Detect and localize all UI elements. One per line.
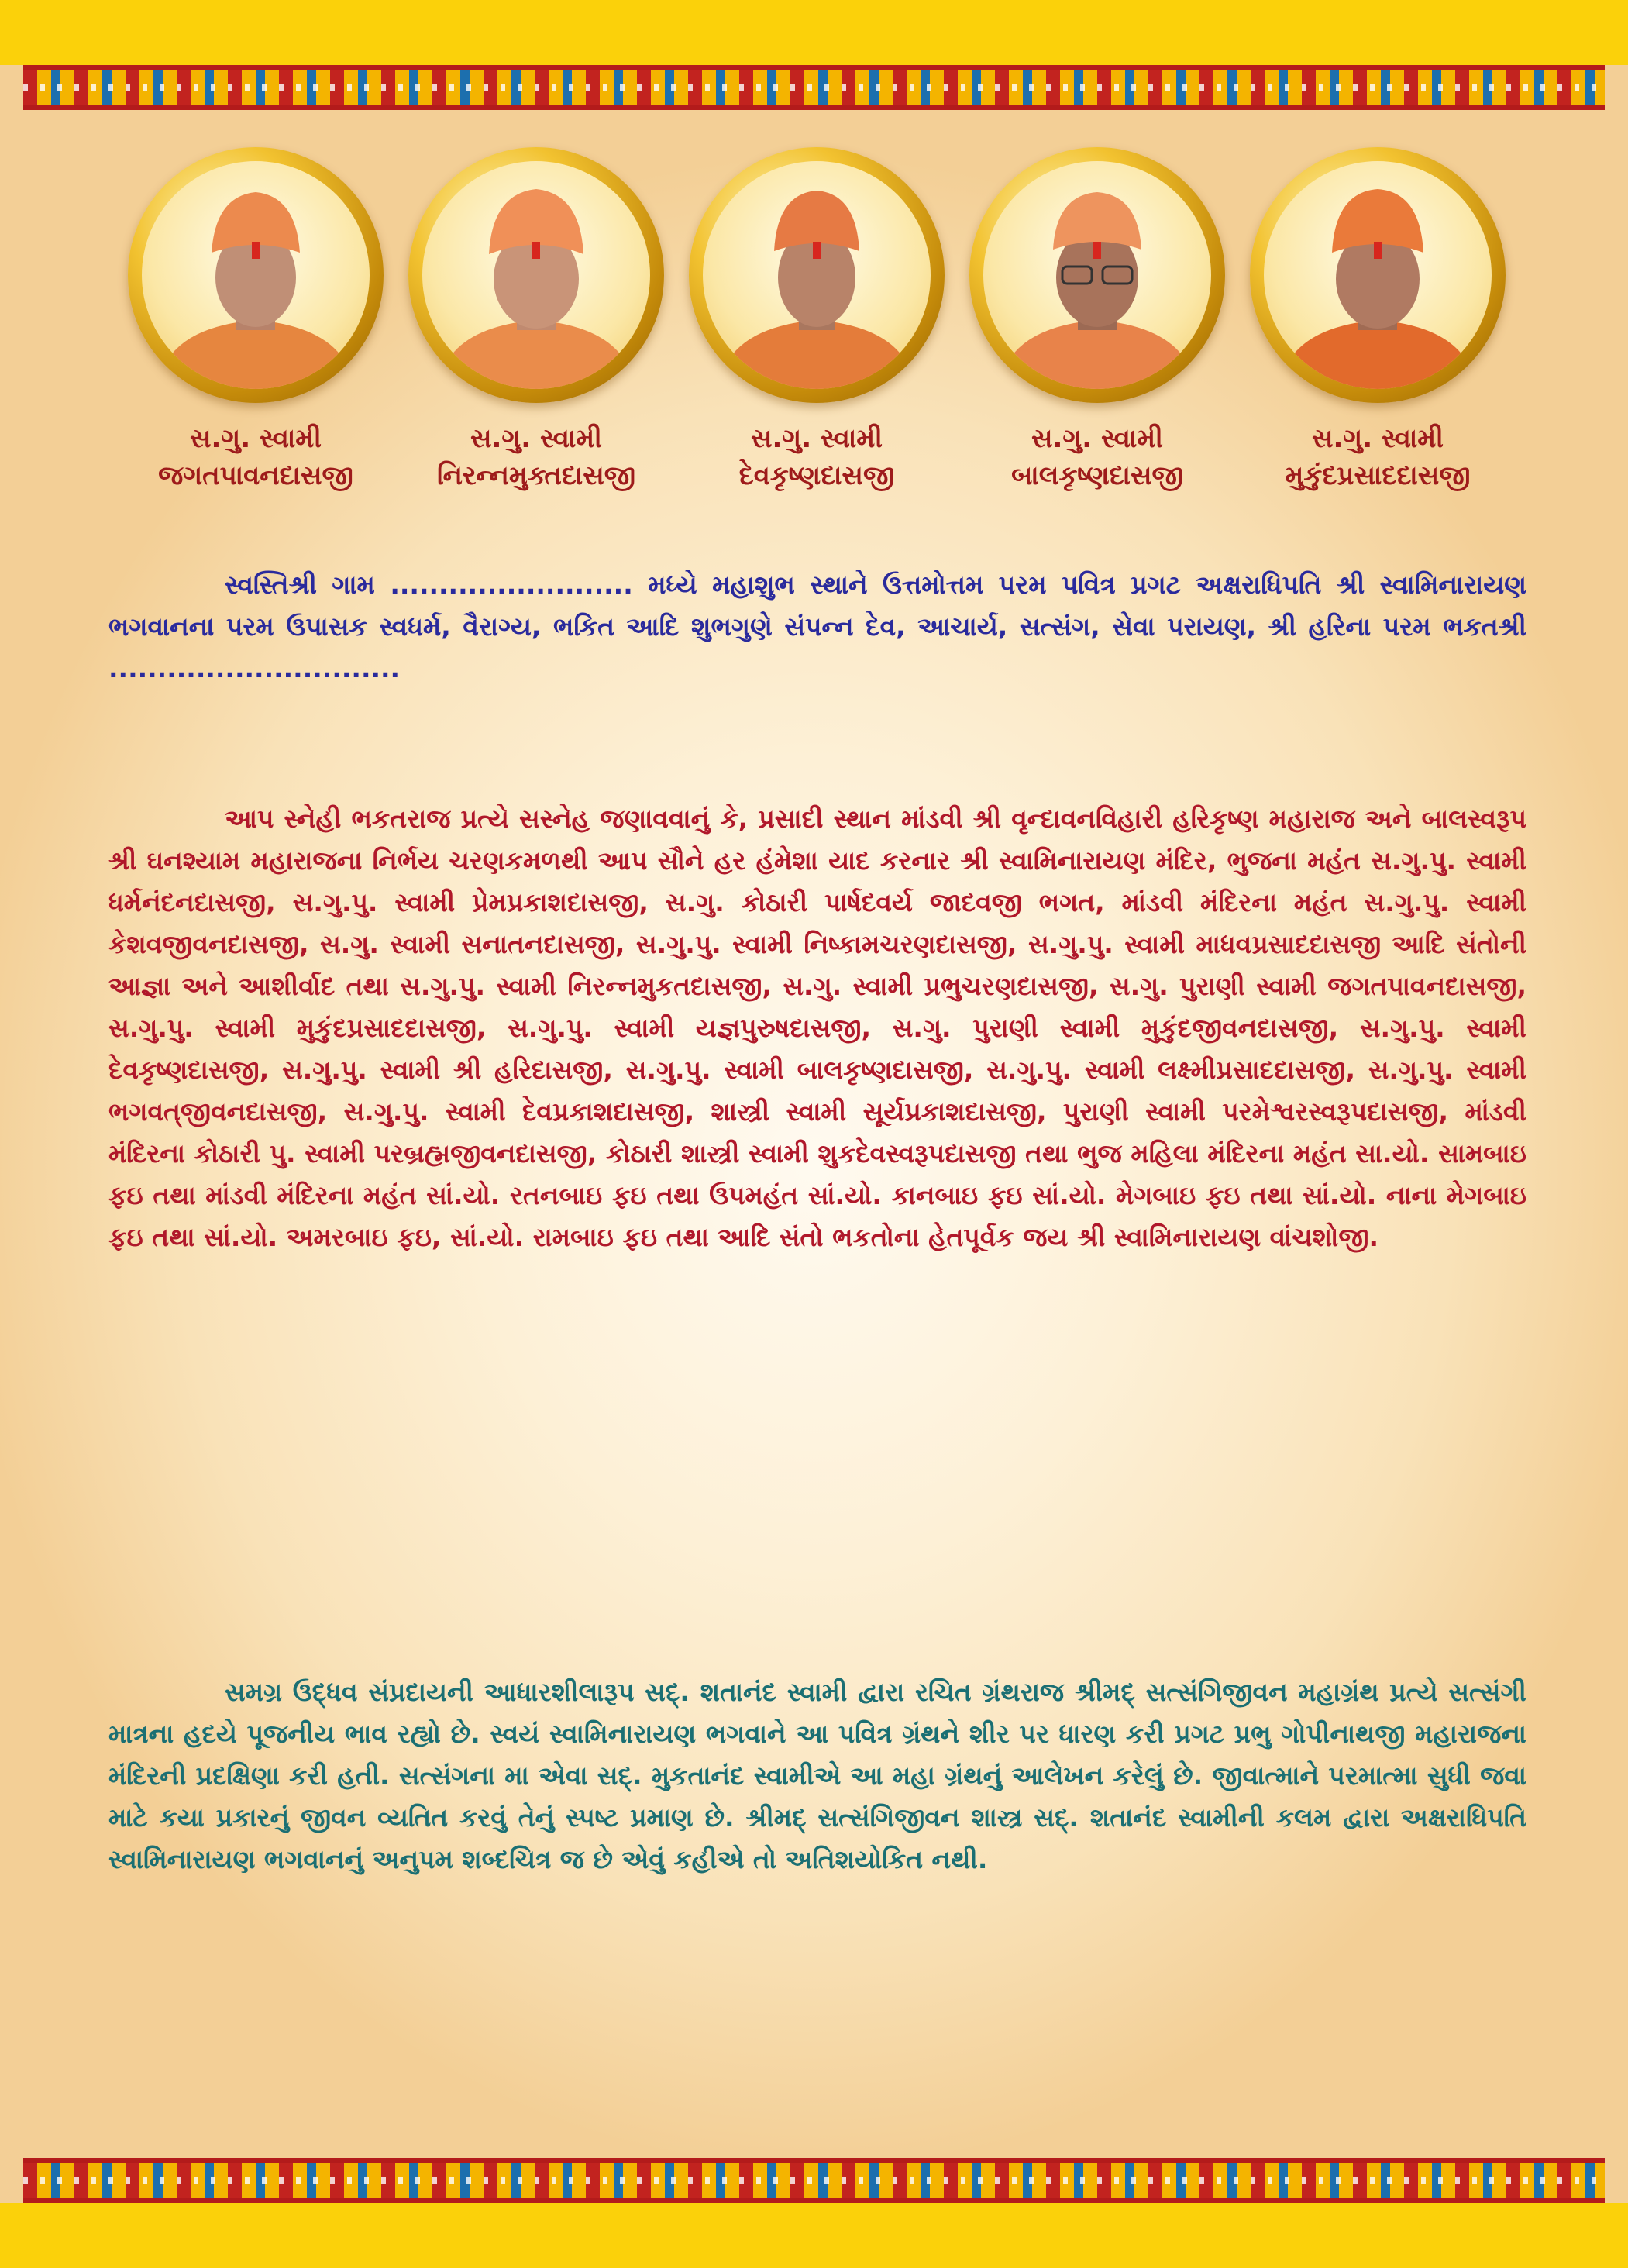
- saint-portrait-icon: [1264, 161, 1492, 389]
- saint-portrait-icon: [142, 161, 370, 389]
- gold-frame: [689, 147, 945, 403]
- scripture-text: સમગ્ર ઉદ્ધવ સંપ્રદાયની આધારશીલારૂપ સદ્‌. શતાનંદ સ્વામી દ્વારા રચિત ગ્રંથરાજ શ્રીમદ્‌ સત્સંગિજીવન મહાગ્રંથ પ્રત્યે સત્સંગી માત્રના હદયે પૂજનીય ભાવ રહ્યો છે. સ્વયં સ્વામિનારાયણ ભગવાને આ પવિત્ર ગ્રંથને શીર પર ધારણ કરી પ્રગટ પ્રભુ ગોપીનાથજી મહારાજના મંદિરની પ્રદક્ષિણા કરી હતી. સત્સંગના મા એવા સદ્‌. મુકતાનંદ સ્વામીએ આ મહા ગ્રંથનું આલેખન કરેલું છે. જીવાત્માને પરમાત્મા સુધી જવા માટે કયા પ્રકારનું જીવન વ્યતિત કરવું તેનું સ્પષ્ટ પ્રમાણ છે. શ્રીમદ્‌ સત્સંગિજીવન શાસ્ત્ર સદ્‌. શતાનંદ સ્વામીની કલમ દ્વારા અક્ષરાધિપતિ સ્વામિનારાયણ ભગવાનનું અનુપમ શબ્દચિત્ર જ છે એવું કહીએ તો અતિશયોકિત નથી.: [108, 1677, 1526, 1874]
- portrait-card: [958, 147, 1237, 494]
- bottom-yellow-band: [0, 2203, 1628, 2268]
- portrait-title: સ.ગુ. સ્વામી: [750, 423, 883, 454]
- portrait-card: [397, 147, 676, 494]
- gold-frame: [969, 147, 1225, 403]
- saint-portrait-icon: [422, 161, 650, 389]
- gold-frame: [128, 147, 384, 403]
- portrait-title: સ.ગુ. સ્વામી: [1311, 423, 1444, 454]
- greeting-paragraph: [108, 798, 1526, 1258]
- greeting-text: આપ સ્નેહી ભકતરાજ પ્રત્યે સસ્નેહ જણાવવાનું કે, પ્રસાદી સ્થાન માંડવી શ્રી વૃન્દાવનવિહારી હરિકૃષ્ણ મહારાજ અને બાલસ્વરૂપ શ્રી ઘનશ્યામ મહારાજના નિર્ભય ચરણકમળથી આપ સૌને હર હંમેશા યાદ કરનાર શ્રી સ્વામિનારાયણ મંદિર, ભુજના મહંત સ.ગુ.પુ. સ્વામી ધર્મનંદનદાસજી, સ.ગુ.પુ. સ્વામી પ્રેમપ્રકાશદાસજી, સ.ગુ. કોઠારી પાર્ષદવર્ય જાદવજી ભગત, માંડવી મંદિરના મહંત સ.ગુ.પુ. સ્વામી કેશવજીવનદાસજી, સ.ગુ. સ્વામી સનાતનદાસજી, સ.ગુ.પુ. સ્વામી નિષ્કામચરણદાસજી, સ.ગુ.પુ. સ્વામી માધવપ્રસાદદાસજી આદિ સંતોની આજ્ઞા અને આશીર્વાદ તથા સ.ગુ.પુ. સ્વામી નિરન્નમુકતદાસજી, સ.ગુ. સ્વામી પ્રભુચરણદાસજી, સ.ગુ. પુરાણી સ્વામી જગતપાવનદાસજી, સ.ગુ.પુ. સ્વામી મુકુંદપ્રસાદદાસજી, સ.ગુ.પુ. સ્વામી યજ્ઞપુરુષદાસજી, સ.ગુ. પુરાણી સ્વામી મુકુંદજીવનદાસજી, સ.ગુ.પુ. સ્વામી દેવકૃષ્ણદાસજી, સ.ગુ.પુ. સ્વામી શ્રી હરિદાસજી, સ.ગુ.પુ. સ્વામી બાલકૃષ્ણદાસજી, સ.ગુ.પુ. સ્વામી લક્ષ્મીપ્રસાદદાસજી, સ.ગુ.પુ. સ્વામી ભગવત્‌જીવનદાસજી, સ.ગુ.પુ. સ્વામી દેવપ્રકાશદાસજી, શાસ્ત્રી સ્વામી સૂર્યપ્રકાશદાસજી, પુરાણી સ્વામી પરમેશ્વરસ્વરૂપદાસજી, માંડવી મંદિરના કોઠારી પુ. સ્વામી પરબ્રહ્મજીવનદાસજી, કોઠારી શાસ્ત્રી સ્વામી શુકદેવસ્વરૂપદાસજી તથા ભુજ મહિલા મંદિરના મહંત સા.યો. સામબાઇ ફઇ તથા માંડવી મંદિરના મહંત સાં.યો. રતનબાઇ ફઇ તથા ઉપમહંત સાં.યો. કાનબાઇ ફઇ સાં.યો. મેગબાઇ ફઇ તથા સાં.યો. નાના મેગબાઇ ફઇ તથા સાં.યો. અમરબાઇ ફઇ, સાં.યો. રામબાઇ ફઇ તથા આદિ સંતો ભકતોના હેતપૂર્વક જય શ્રી સ્વામિનારાયણ વાંચશોજી.: [108, 804, 1526, 1252]
- saint-portrait-icon: [983, 161, 1211, 389]
- portrait-row: [116, 147, 1511, 519]
- portrait-name: બાલકૃષ્ણદાસજી: [1011, 460, 1183, 491]
- intro-text: સ્વસ્તિશ્રી ગામ ......................... મધ્યે મહાશુભ સ્થાને ઉત્તમોત્તમ પરમ પવિત્ર પ્રગટ અક્ષરાધિપતિ શ્રી સ્વામિનારાયણ ભગવાનના પરમ ઉપાસક સ્વધર્મ, વૈરાગ્ય, ભકિત આદિ શુભગુણે સંપન્ન દેવ, આચાર્ય, સત્સંગ, સેવા પરાયણ, શ્રી હરિના પરમ ભકતશ્રી ..............................: [108, 570, 1526, 683]
- gold-frame: [408, 147, 664, 403]
- portrait-card: [1238, 147, 1517, 494]
- gold-frame: [1250, 147, 1506, 403]
- portrait-card: [677, 147, 956, 494]
- saint-portrait-icon: [703, 161, 931, 389]
- portrait-title: સ.ગુ. સ્વામી: [1031, 423, 1164, 454]
- portrait-name: નિરન્નમુક્તદાસજી: [436, 460, 636, 491]
- intro-paragraph: [108, 564, 1526, 690]
- top-decorative-border: [23, 65, 1605, 110]
- bottom-decorative-border: [23, 2158, 1605, 2203]
- scripture-paragraph: [108, 1671, 1526, 1881]
- portrait-card: [116, 147, 395, 494]
- portrait-title: સ.ગુ. સ્વામી: [470, 423, 603, 454]
- portrait-name: જગતપાવનદાસજી: [158, 460, 353, 491]
- portrait-name: દેવકૃષ્ણદાસજી: [738, 460, 895, 491]
- portrait-title: સ.ગુ. સ્વામી: [189, 423, 322, 454]
- portrait-name: મુકુંદપ્રસાદદાસજી: [1285, 460, 1471, 491]
- top-yellow-band: [0, 0, 1628, 65]
